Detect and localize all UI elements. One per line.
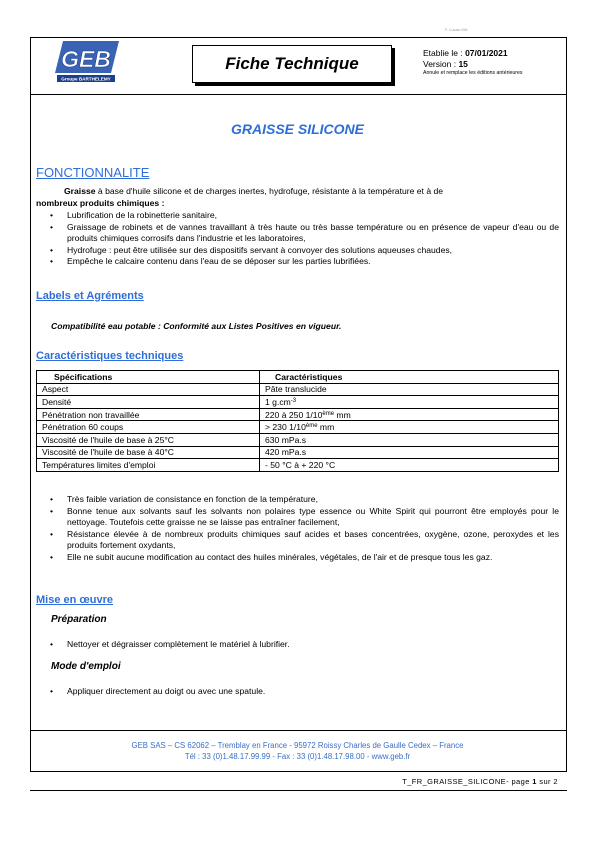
page-number: 1 xyxy=(532,777,537,786)
preparation-list xyxy=(50,639,559,651)
preparation-title: Préparation xyxy=(51,614,107,625)
logo-text: GEB xyxy=(61,46,111,72)
spec-cell: Viscosité de l'huile de base à 40°C xyxy=(37,446,260,459)
document-title: GRAISSE SILICONE xyxy=(230,121,365,137)
table-row xyxy=(37,421,559,434)
list-item: • Résistance élevée à de nombreux produits chimiques sauf acides et bases concentrées, oxygène, ozone, peroxydes et les produits fortement oxydants, xyxy=(50,529,559,552)
value-cell: > 230 1/10ème mm xyxy=(260,421,559,434)
version-number: 15 xyxy=(458,59,468,69)
table-header-row xyxy=(37,371,559,384)
column-header-spec: Spécifications xyxy=(37,371,260,384)
table-row xyxy=(37,433,559,446)
spec-cell: Densité xyxy=(37,396,260,409)
value-cell: Pâte translucide xyxy=(260,383,559,396)
intro-bold: Graisse xyxy=(64,186,96,196)
list-item: • Très faible variation de consistance en fonction de la température, xyxy=(50,494,559,506)
list-item: • Nettoyer et dégraisser complètement le matériel à lubrifier. xyxy=(50,639,559,651)
document-meta xyxy=(423,48,523,77)
footer-divider xyxy=(30,730,567,731)
value-cell: 220 à 250 1/10ème mm xyxy=(260,408,559,421)
spec-cell: Pénétration non travaillée xyxy=(37,408,260,421)
section-caracteristiques-heading: Caractéristiques techniques xyxy=(36,350,184,362)
footer-page-reference xyxy=(402,777,558,786)
version-label: Version : xyxy=(423,59,459,69)
established-date: 07/01/2021 xyxy=(465,48,508,58)
bottom-rule xyxy=(30,790,567,791)
intro-text: à base d'huile silicone et de charges inertes, hydrofuge, résistante à la température et à de xyxy=(95,186,444,196)
section-fonctionnalite-heading: FONCTIONNALITE xyxy=(36,165,150,180)
header-title-box xyxy=(192,45,392,83)
geb-logo xyxy=(55,41,119,83)
specifications-table xyxy=(36,370,559,472)
fonctionnalite-list xyxy=(50,210,559,268)
footer-line1: GEB SAS – CS 62062 – Tremblay en France - 95972 Roissy Charles de Gaulle Cedex – France xyxy=(131,741,464,750)
page-total: sur 2 xyxy=(536,777,558,786)
spec-cell: Viscosité de l'huile de base à 25°C xyxy=(37,433,260,446)
table-row xyxy=(37,408,559,421)
footer-line2: Tél : 33 (0)1.48.17.99.99 - Fax : 33 (0)1.48.17.98.00 - www.geb.fr xyxy=(184,751,411,761)
labels-compatibility: Compatibilité eau potable : Conformité aux Listes Positives en vigueur. xyxy=(51,321,342,331)
spec-cell: Aspect xyxy=(37,383,260,396)
value-cell: 1 $g.cm^{-3}$ xyxy=(260,396,559,409)
value-cell: 420 mPa.s xyxy=(260,446,559,459)
list-item: • Appliquer directement au doigt ou avec une spatule. xyxy=(50,686,559,698)
table-row xyxy=(37,459,559,472)
intro-line2: nombreux produits chimiques : xyxy=(36,197,165,208)
table-row xyxy=(37,396,559,409)
caracteristiques-list xyxy=(50,494,559,563)
page-label: - page xyxy=(506,777,533,786)
list-item: • Hydrofuge : peut être utilisée sur des dispositifs servant à convoyer des solutions aqueuses chaudes, xyxy=(50,245,559,257)
value-cell: 630 mPa.s xyxy=(260,433,559,446)
header-divider xyxy=(30,94,567,95)
table-row xyxy=(37,446,559,459)
list-item: • Lubrification de la robinetterie sanitaire, xyxy=(50,210,559,222)
list-item: • Graissage de robinets et de vannes travaillant à très haute ou très basse température ou en présence de vapeur d'eau ou de produits chimiques corrosifs dans l'industrie et les laboratoires, xyxy=(50,222,559,245)
value-cell: - 50 °C à + 220 °C xyxy=(260,459,559,472)
replaces-note: Annule et remplace les éditions antérieures xyxy=(423,70,523,76)
document-reference-tiny: F. Lucas GM xyxy=(445,27,468,32)
footer-address xyxy=(0,741,595,762)
list-item: • Elle ne subit aucune modification au contact des huiles minérales, végétales, de l'air et de presque tous les gaz. xyxy=(50,552,559,564)
list-item: • Bonne tenue aux solvants sauf les solvants non polaires type essence ou White Spirit qui pourront être employés pour le nettoyage. Toutefois cette graisse ne se laisse pas entraîner facilement, xyxy=(50,506,559,529)
list-item: • Empêche le calcaire contenu dans l'eau de se déposer sur les parties lubrifiées. xyxy=(50,256,559,268)
established-label: Etablie le : xyxy=(423,48,466,58)
column-header-char: Caractéristiques xyxy=(260,371,559,384)
logo-subtext: Groupe BARTHELEMY xyxy=(61,76,111,82)
table-row xyxy=(37,383,559,396)
section-labels-heading: Labels et Agréments xyxy=(36,290,144,302)
fonctionnalite-intro xyxy=(36,186,559,209)
spec-cell: Pénétration 60 coups xyxy=(37,421,260,434)
mode-emploi-title: Mode d'emploi xyxy=(51,661,121,672)
mode-emploi-list xyxy=(50,686,559,698)
spec-cell: Températures limites d'emploi xyxy=(37,459,260,472)
section-mise-en-oeuvre-heading: Mise en œuvre xyxy=(36,594,114,606)
header-title: Fiche Technique xyxy=(225,54,359,73)
document-code: T_FR_GRAISSE_SILICONE xyxy=(402,777,507,786)
